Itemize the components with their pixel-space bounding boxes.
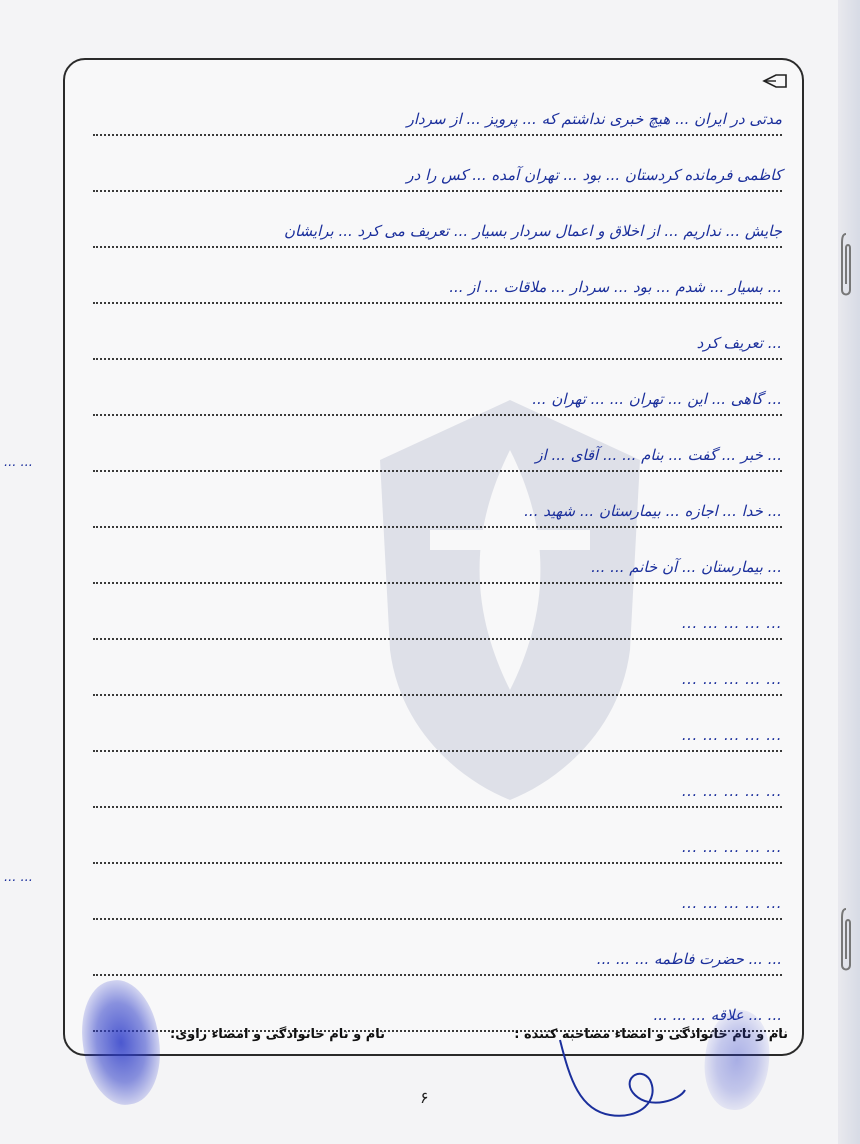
handwritten-text: ... ... ... ... ... xyxy=(681,670,782,688)
ruled-line xyxy=(93,640,782,696)
ruled-line xyxy=(93,920,782,976)
interviewer-signature-label: نام و نام خانوادگی و امضاء مصاحبه کننده : xyxy=(514,1027,788,1042)
signature-mark xyxy=(540,1020,690,1130)
ruled-line xyxy=(93,752,782,808)
margin-note: ... ... xyxy=(4,870,33,885)
ruled-line xyxy=(93,808,782,864)
handwritten-text: جایش ... نداریم ... از اخلاق و اعمال سردار بسیار ... تعریف می کرد ... برایشان xyxy=(283,222,782,240)
handwritten-text: ... ... ... ... ... xyxy=(681,782,782,800)
handwritten-text: ... بیمارستان ... آن خانم ... ... xyxy=(591,558,782,576)
handwritten-text: ... تعریف کرد xyxy=(696,334,782,352)
handwritten-text: ... ... ... ... ... xyxy=(681,894,782,912)
ruled-line xyxy=(93,416,782,472)
handwritten-text: ... ... ... ... ... xyxy=(681,726,782,744)
handwritten-text: ... خبر ... گفت ... بنام ... ... آقای ... از xyxy=(535,446,782,464)
narrator-signature-label: نام و نام خانوادگی و امضاء راوی: xyxy=(170,1027,385,1042)
ruled-line xyxy=(93,696,782,752)
handwritten-text: ... ... علاقه ... ... ... xyxy=(653,1006,782,1024)
handwritten-text: مدتی در ایران ... هیچ خبری نداشتم که ... پرویز ... از سردار xyxy=(406,110,782,128)
ruled-line xyxy=(93,80,782,136)
ruled-line xyxy=(93,864,782,920)
interview-form xyxy=(63,58,804,1056)
margin-note: ... ... xyxy=(4,455,33,470)
ruled-line xyxy=(93,584,782,640)
handwritten-text: ... ... ... ... ... xyxy=(681,838,782,856)
ruled-line xyxy=(93,248,782,304)
ruled-line xyxy=(93,192,782,248)
handwritten-text: ... گاهی ... این ... تهران ... ... تهران ... xyxy=(532,390,782,408)
ruled-line xyxy=(93,360,782,416)
writing-lines xyxy=(93,80,782,1032)
handwritten-text: ... ... ... ... ... xyxy=(681,614,782,632)
handwritten-text: ... بسیار ... شدم ... بود ... سردار ... ملاقات ... از ... xyxy=(449,278,782,296)
ruled-line xyxy=(93,136,782,192)
handwritten-text: ... خدا ... اجازه ... بیمارستان ... شهید ... xyxy=(524,502,782,520)
handwritten-text: کاظمی فرمانده کردستان ... بود ... تهران آمده ... کس را در xyxy=(406,166,782,184)
ruled-line xyxy=(93,304,782,360)
paper-clip-icon xyxy=(840,905,858,975)
ruled-line xyxy=(93,472,782,528)
ruled-line xyxy=(93,528,782,584)
paper-clip-icon xyxy=(840,230,858,300)
handwritten-text: ... ... حضرت فاطمه ... ... ... xyxy=(596,950,782,968)
page-number: ۶ xyxy=(420,1088,429,1107)
signature-footer xyxy=(65,1027,802,1051)
